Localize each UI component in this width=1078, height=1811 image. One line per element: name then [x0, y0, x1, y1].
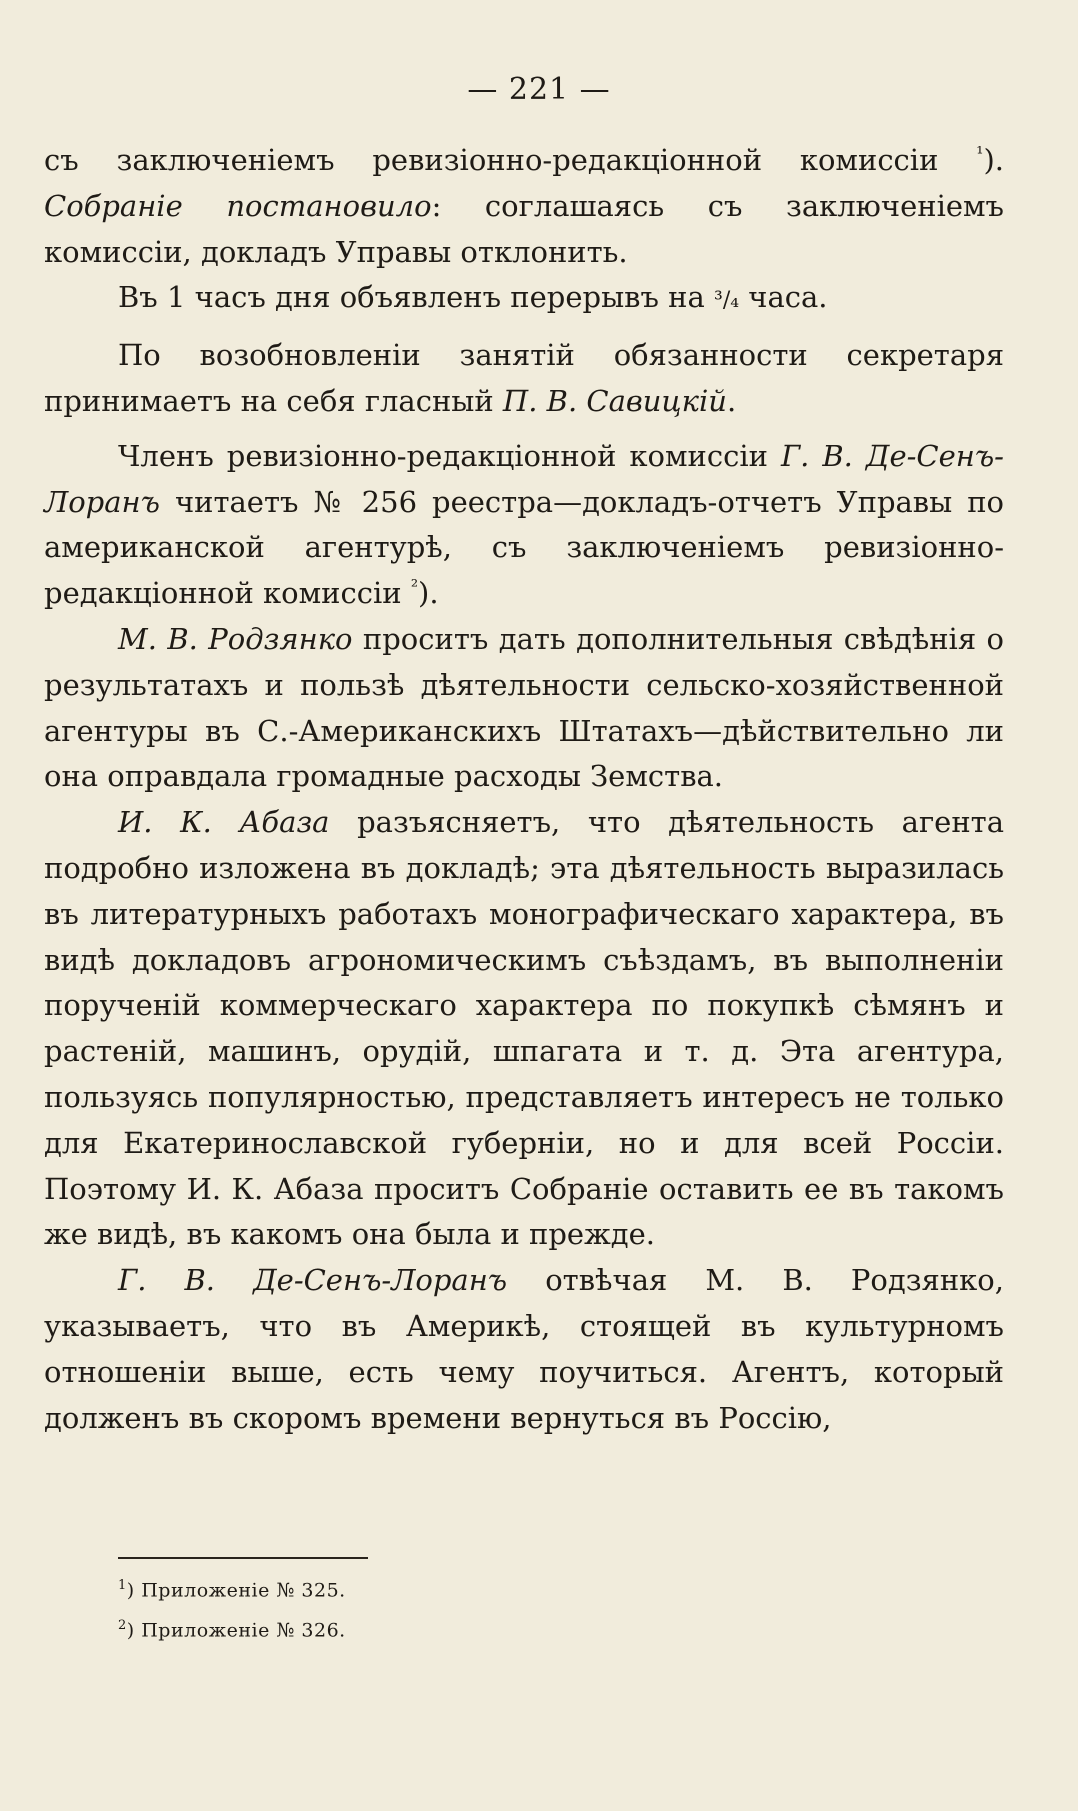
fraction: ³/₄: [714, 288, 740, 314]
text-run: проситъ дать дополнительныя свѣдѣнія о результатахъ и пользѣ дѣятельности сельско-хозяйственной агентуры въ С.-Американскихъ Штатахъ—дѣйствительно ли она оправдала громадные расходы Земства.: [44, 621, 1004, 794]
text-run: Членъ ревизіонно-редакціонной комиссіи: [118, 438, 781, 473]
paragraph-rodzyanko: [44, 617, 1004, 800]
footnote-2: [118, 1608, 718, 1648]
footnote-ref-2[interactable]: ²: [410, 576, 419, 598]
text-run: .: [726, 383, 737, 418]
paragraph-report: [44, 434, 1004, 617]
paragraph-continuation: [44, 138, 1004, 275]
person-name: П. В. Савицкій: [502, 383, 727, 418]
footnote-text: ) Приложеніе № 325.: [126, 1579, 346, 1602]
resolution-phrase: Собраніе постановило: [44, 188, 432, 223]
footnote-text: ) Приложеніе № 326.: [126, 1619, 346, 1642]
text-run: разъясняетъ, что дѣятельность агента подробно изложена въ докладѣ; эта дѣятельность выразилась въ литературныхъ работахъ монографическаго характера, въ видѣ докладовъ агрономическимъ съѣздамъ, въ выполненіи порученій коммерческаго характера по покупкѣ сѣмянъ и растеній, машинъ, орудій, шпагата и т. д. Эта агентура, пользуясь популярностью, представляетъ интересъ не только для Екатеринославской губерніи, но и для всей Россіи. Поэтому И. К. Абаза проситъ Собраніе оставить ее въ такомъ же видѣ, въ какомъ она была и прежде.: [44, 805, 1004, 1252]
paragraph-abaza: [44, 800, 1004, 1258]
footnote-ref-1[interactable]: ¹: [976, 143, 984, 165]
text-run: : соглашаясь съ заключеніемъ комиссіи, докладъ Управы отклонить.: [44, 188, 1005, 269]
text-run: По возобновленіи занятій обязанности секретаря принимаетъ на себя гласный: [44, 338, 1004, 418]
footnote-divider: [118, 1557, 368, 1559]
person-name: Г. В. Де-Сенъ-Лоранъ: [118, 1263, 508, 1298]
person-name: М. В. Родзянко: [118, 621, 353, 656]
paragraph-recess: [44, 275, 1004, 324]
text-run: ).: [983, 143, 1004, 177]
paragraph-secretary: [44, 333, 1004, 425]
page-number: — 221 —: [467, 72, 611, 107]
paragraph-de-saint-laurent: [44, 1258, 1004, 1441]
body-text: [44, 138, 1004, 1441]
text-run: часа.: [739, 280, 828, 315]
person-name: Г. В. Де-Сенъ-Лоранъ: [44, 438, 1004, 519]
text-run: читаетъ № 256 реестра—докладъ-отчетъ Управы по американской агентурѣ, съ заключеніемъ ревизіонно-редакціонной комиссіи: [44, 484, 1004, 611]
text-run: съ заключеніемъ ревизіонно-редакціонной комиссіи: [44, 143, 977, 177]
footnote-1: [118, 1568, 718, 1608]
footnote-mark: 1: [118, 1578, 127, 1593]
text-run: ).: [418, 576, 439, 611]
person-name: И. К. Абаза: [118, 805, 330, 840]
footnotes: [118, 1568, 718, 1649]
text-run: Въ 1 часъ дня объявленъ перерывъ на: [118, 280, 714, 315]
text-run: отвѣчая М. В. Родзянко, указываетъ, что въ Америкѣ, стоящей въ культурномъ отношеніи выше, есть чему поучиться. Агентъ, который долженъ въ скоромъ времени вернуться въ Россію,: [44, 1263, 1004, 1435]
footnote-mark: 2: [118, 1618, 127, 1634]
